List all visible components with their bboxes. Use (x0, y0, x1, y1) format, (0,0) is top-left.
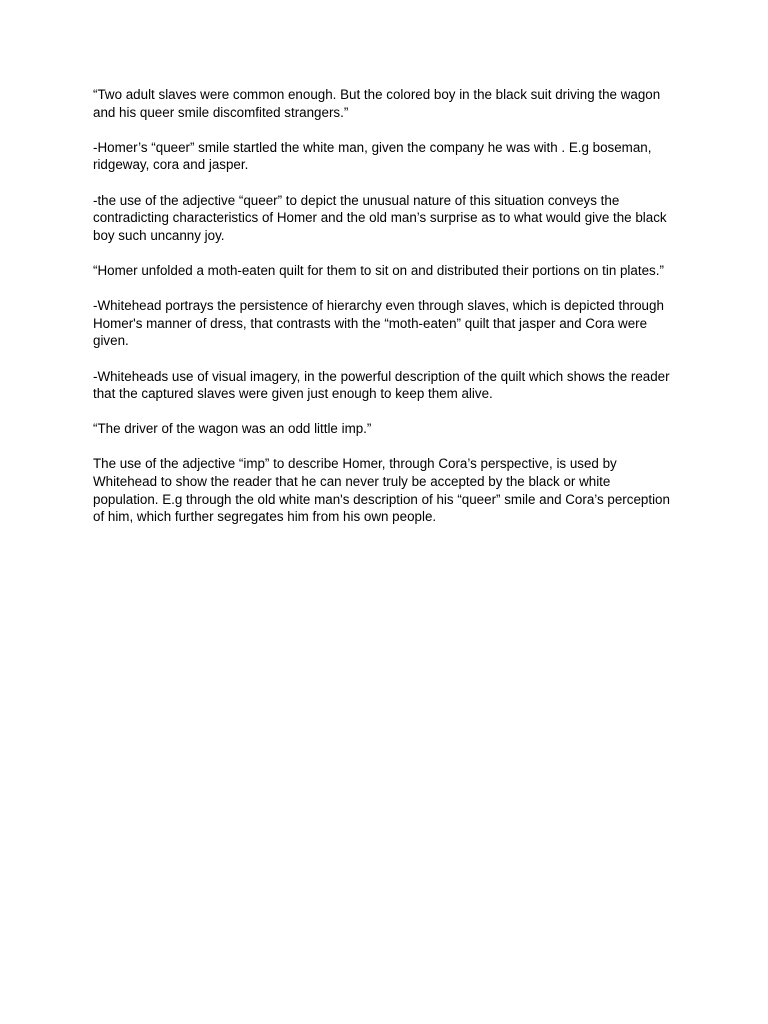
analysis-paragraph: -the use of the adjective “queer” to depict the unusual nature of this situation conveys the contradicting characteristics of Homer and the old man’s surprise as to what would give the black boy such uncanny joy. (93, 192, 667, 243)
quote-paragraph: “Two adult slaves were common enough. But the colored boy in the black suit driving the wagon and his queer smile discomfited strangers.” (93, 87, 661, 120)
document-body (93, 86, 671, 543)
quote-paragraph: “The driver of the wagon was an odd little imp.” (93, 421, 372, 437)
analysis-paragraph: -Whiteheads use of visual imagery, in the powerful description of the quilt which shows the reader that the captured slaves were given just enough to keep them alive. (93, 368, 670, 402)
analysis-paragraph: -Homer’s “queer” smile startled the white man, given the company he was with . E.g boseman, ridgeway, cora and jasper. (93, 139, 652, 173)
analysis-paragraph: The use of the adjective “imp” to describe Homer, through Cora’s perspective, is used by Whitehead to show the reader that he can never truly be accepted by the black or white population. E.g through the old white man's description of his “queer” smile and Cora’s perception of him, which further segregates him from his own people. (93, 456, 670, 525)
analysis-paragraph: -Whitehead portrays the persistence of hierarchy even through slaves, which is depicted through Homer's manner of dress, that contrasts with the “moth-eaten” quilt that jasper and Cora were given. (93, 298, 664, 349)
quote-paragraph: “Homer unfolded a moth-eaten quilt for them to sit on and distributed their portions on tin plates.” (93, 262, 664, 278)
